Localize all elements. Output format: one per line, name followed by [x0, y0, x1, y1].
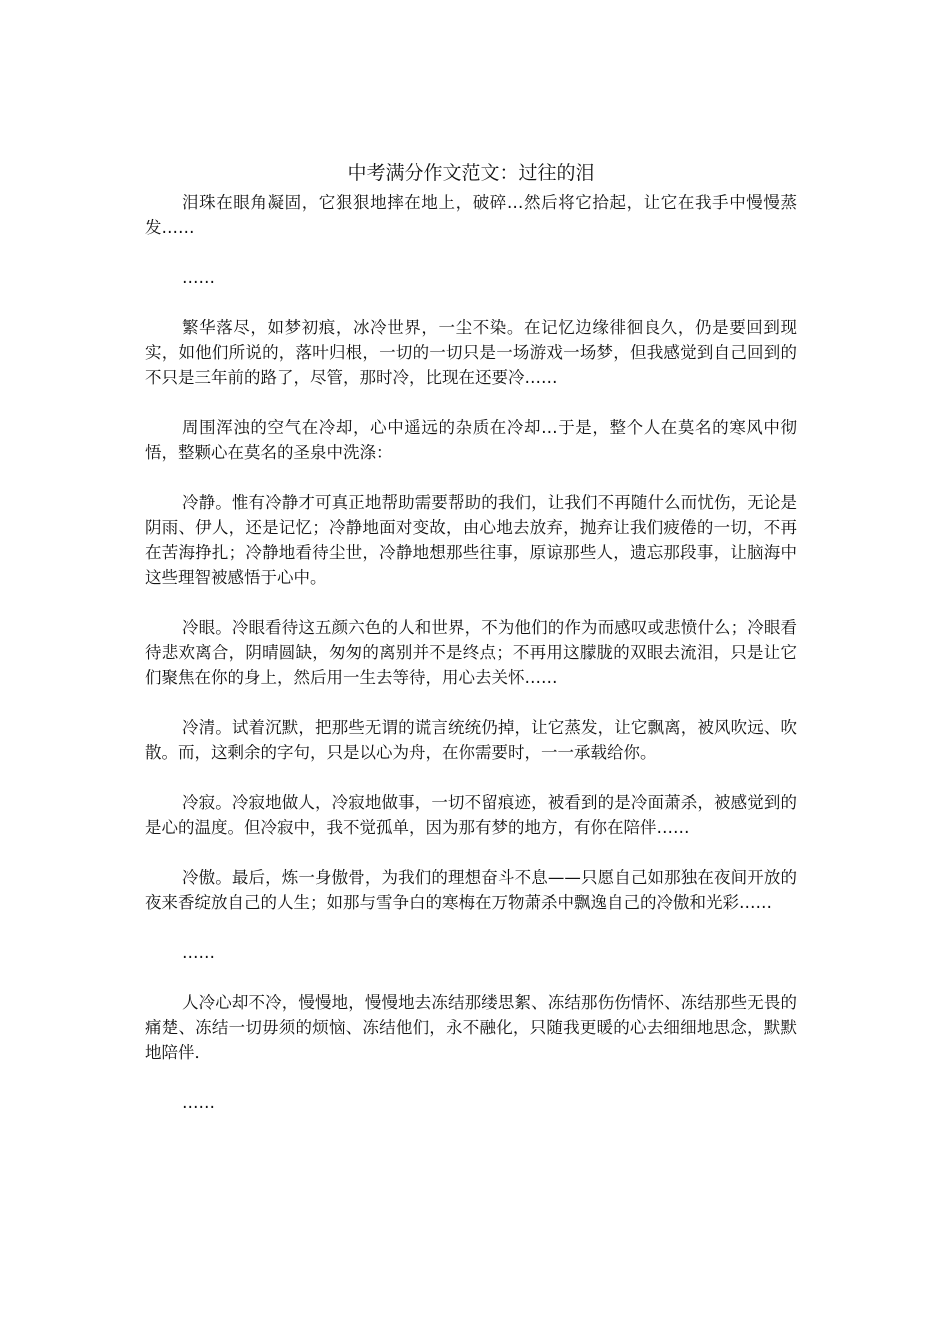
paragraph-cold-proud: 冷傲。最后，炼一身傲骨，为我们的理想奋斗不息——只愿自己如那独在夜间开放的夜来香绽放自己的人生；如那与雪争白的寒梅在万物萧杀中飘逸自己的冷傲和光彩……: [145, 868, 797, 912]
paragraph-ellipsis-3: ……: [182, 1093, 215, 1112]
paragraph-cold-eye: 冷眼。冷眼看待这五颜六色的人和世界，不为他们的作为而感叹或悲愤什么；冷眼看待悲欢离合，阴晴圆缺，匆匆的离别并不是终点；不再用这朦胧的双眼去流泪，只是让它们聚焦在你的身上，然后用一生去等待，用心去关怀……: [145, 618, 797, 687]
paragraph-ellipsis-2: ……: [182, 943, 215, 962]
paragraph-3: 周围浑浊的空气在冷却，心中遥远的杂质在冷却…于是，整个人在莫名的寒风中彻悟，整颗心在莫名的圣泉中洗涤：: [145, 418, 797, 462]
document-title: 中考满分作文范文：过往的泪: [347, 162, 595, 184]
paragraph-2: 繁华落尽，如梦初痕，冰冷世界，一尘不染。在记忆边缘徘徊良久，仍是要回到现实，如他们所说的，落叶归根，一切的一切只是一场游戏一场梦，但我感觉到自己回到的不只是三年前的路了，尽管，那时冷，比现在还要冷……: [145, 318, 797, 387]
paragraph-ellipsis-1: ……: [182, 268, 215, 287]
paragraph-final: 人冷心却不冷，慢慢地，慢慢地去冻结那缕思絮、冻结那伤伤情怀、冻结那些无畏的痛楚、冻结一切毋须的烦恼、冻结他们，永不融化，只随我更暖的心去细细地思念，默默地陪伴．: [145, 993, 797, 1062]
paragraph-1: 泪珠在眼角凝固，它狠狠地摔在地上，破碎…然后将它拾起，让它在我手中慢慢蒸发……: [145, 193, 797, 237]
paragraph-cold-quiet: 冷清。试着沉默，把那些无谓的谎言统统仍掉，让它蒸发，让它飘离，被风吹远、吹散。而，这剩余的字句，只是以心为舟，在你需要时，一一承载给你。: [145, 718, 797, 762]
document-page: [145, 158, 797, 1140]
paragraph-calm: 冷静。惟有冷静才可真正地帮助需要帮助的我们，让我们不再随什么而忧伤，无论是阴雨、伊人，还是记忆；冷静地面对变故，由心地去放弃，抛弃让我们疲倦的一切，不再在苦海挣扎；冷静地看待尘世，冷静地想那些往事，原谅那些人，遗忘那段事，让脑海中这些理智被感悟于心中。: [145, 493, 797, 587]
paragraph-cold-lonely: 冷寂。冷寂地做人，冷寂地做事，一切不留痕迹，被看到的是冷面萧杀，被感觉到的是心的温度。但冷寂中，我不觉孤单，因为那有梦的地方，有你在陪伴……: [145, 793, 797, 837]
